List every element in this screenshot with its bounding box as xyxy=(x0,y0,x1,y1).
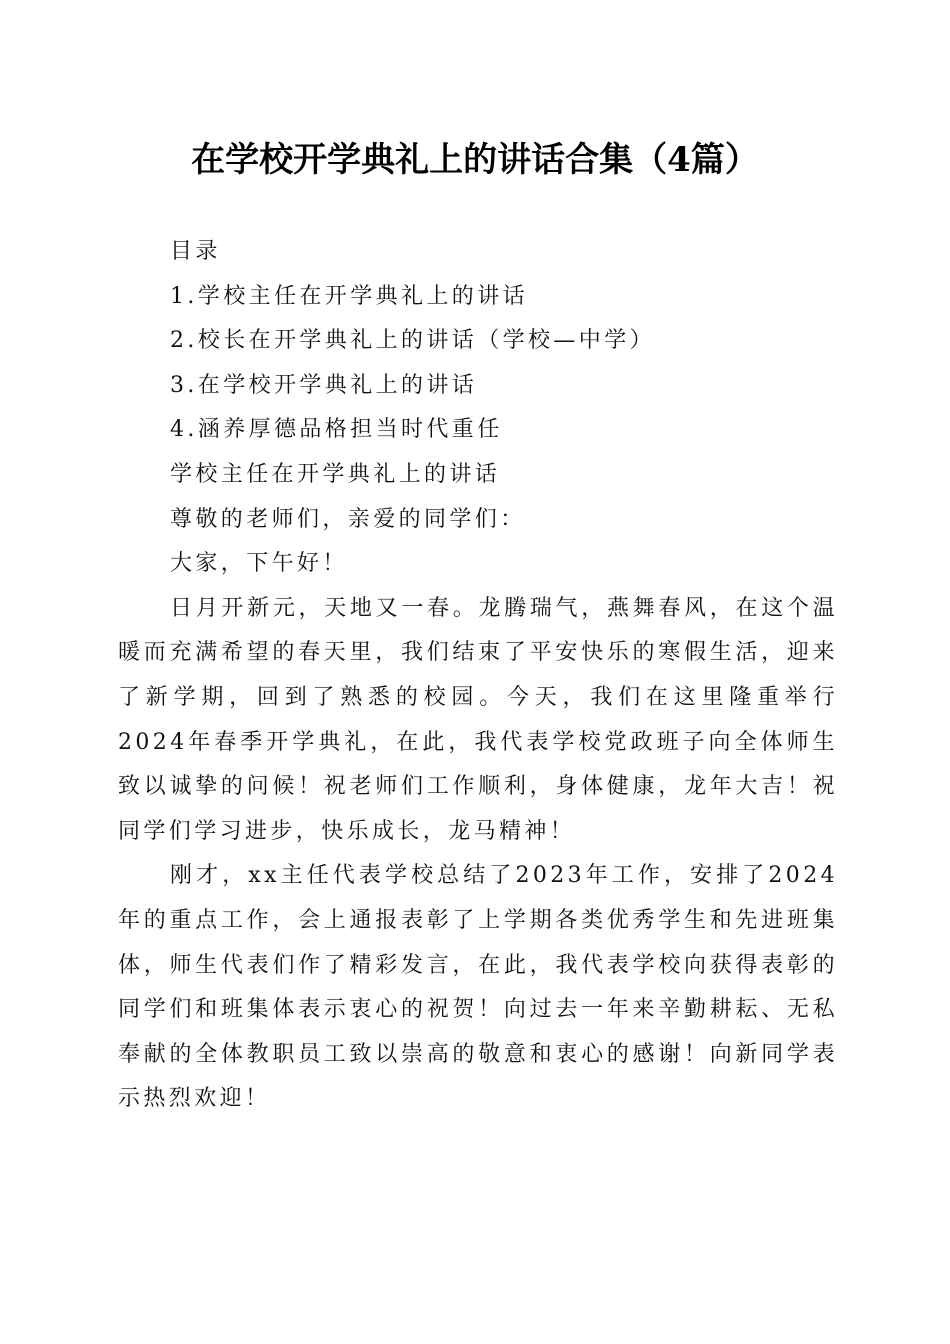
toc-heading: 目录 xyxy=(170,239,221,264)
toc-item-3: 3.在学校开学典礼上的讲话 xyxy=(170,372,478,398)
document-body xyxy=(118,230,838,1122)
greeting: 大家，下午好！ xyxy=(170,551,348,577)
toc-item-2: 2.校长在开学典礼上的讲话（学校—中学） xyxy=(170,328,655,354)
toc-item-4: 4.涵养厚德品格担当时代重任 xyxy=(170,417,503,443)
body-paragraph-1: 日月开新元，天地又一春。龙腾瑞气，燕舞春风，在这个温暖而充满希望的春天里，我们结束了平安快乐的寒假生活，迎来了新学期，回到了熟悉的校园。今天，我们在这里隆重举行2024年春季开学典礼，在此，我代表学校党政班子向全体师生致以诚挚的问候！祝老师们工作顺利，身体健康，龙年大吉！祝同学们学习进步，快乐成长，龙马精神！ xyxy=(118,595,838,844)
salutation: 尊敬的老师们，亲爱的同学们： xyxy=(170,506,526,532)
toc-item-1: 1.学校主任在开学典礼上的讲话 xyxy=(170,283,528,309)
document-title: 在学校开学典礼上的讲话合集（4篇） xyxy=(191,140,759,180)
section-heading: 学校主任在开学典礼上的讲话 xyxy=(170,461,501,487)
body-paragraph-2: 刚才，xx主任代表学校总结了2023年工作，安排了2024年的重点工作，会上通报表彰了上学期各类优秀学生和先进班集体，师生代表们作了精彩发言，在此，我代表学校向获得表彰的同学们和班集体表示衷心的祝贺！向过去一年来辛勤耕耘、无私奉献的全体教职员工致以崇高的敬意和衷心的感谢！向新同学表示热烈欢迎！ xyxy=(118,863,838,1112)
